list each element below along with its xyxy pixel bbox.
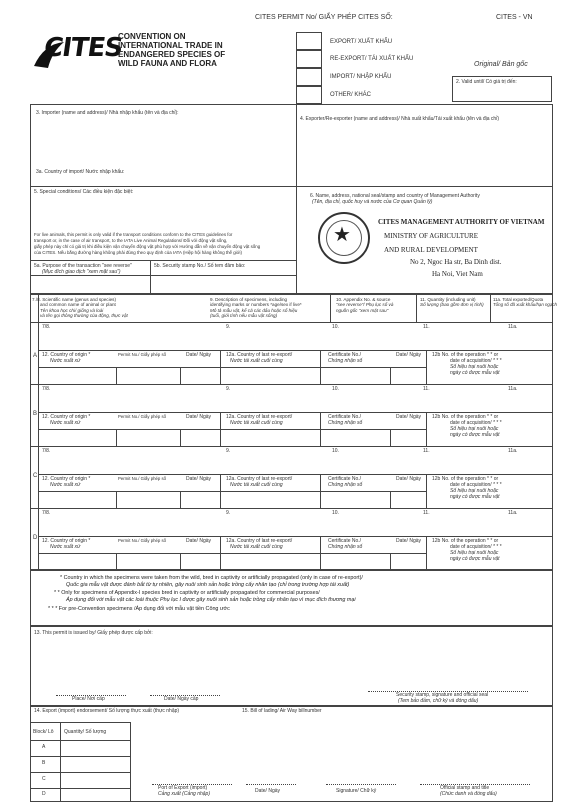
original-label: Original/ Bản gốc <box>474 61 528 68</box>
last-reexport-label: 12a. Country of last re-export/ <box>226 414 293 420</box>
row-appendix: 10. <box>332 448 339 454</box>
last-reexport-label: 12a. Country of last re-export/ <box>226 476 293 482</box>
row-total: 11a. <box>508 324 518 330</box>
origin-label-vi: Nước xuất xứ <box>50 544 81 550</box>
endorsement-date-label: Date/ Ngày <box>255 788 281 794</box>
live-animals-note: giấy phép này chỉ có giá trị khi điều kiện vận chuyển động vật phù hợp với Hướng dẫn về vận chuyển động vật sống <box>34 244 261 249</box>
block-letter: B <box>33 411 38 417</box>
convention-title <box>118 32 225 68</box>
col-header-scientific-name: 7./8. Scientific name (genus and species) <box>32 297 117 302</box>
export-checkbox[interactable] <box>296 32 322 50</box>
seal-label-vi: (Tem bảo đảm, chữ ký và đóng dấu) <box>398 698 479 704</box>
col-header-total-vi: Tổng số đã xuất khẩu/hạn ngạch <box>493 302 557 307</box>
purpose-label: 5a. Purpose of the transaction "see reverse" <box>34 263 132 269</box>
stamp-line: No 2, Ngoc Ha str, Ba Dinh dist. <box>410 258 502 266</box>
last-reexport-label-vi: Nước tái xuất cuối cùng <box>230 420 283 426</box>
operation-label: date of acquisition/ * * * <box>450 420 502 426</box>
col-header-scientific-name: and common name of animal or plant <box>40 302 116 307</box>
reexport-checkbox[interactable] <box>296 50 322 68</box>
origin-label-vi: Nước xuất xứ <box>50 482 81 488</box>
operation-label-vi: ngày có được mẫu vật <box>450 432 500 438</box>
quantity-header: Quantity/ Số lượng <box>64 729 107 735</box>
row-scientific: 7/8. <box>42 448 51 454</box>
col-header-appendix: 10. Appendix No. & source <box>336 297 391 302</box>
title-line: INTERNATIONAL TRADE IN <box>118 41 223 50</box>
operation-label-vi: Số hiệu trại nuôi hoặc <box>450 364 499 370</box>
endorsement-row-label: D <box>42 791 46 797</box>
quantity-input-b[interactable] <box>61 757 129 771</box>
note-line: * * Only for specimens of Appendix-I species bred in captivity or artificially propagated for commercial purposes/ <box>54 590 320 596</box>
block-b <box>30 384 553 446</box>
quantity-input-a[interactable] <box>61 741 129 755</box>
col-header-appendix: "see reverse"/ Phụ lục số và <box>336 302 394 307</box>
certificate-label-vi: Chứng nhận số <box>328 358 363 364</box>
endorsement-table <box>30 722 130 802</box>
note-line: * Country in which the specimens were taken from the wild, bred in captivity or artificially propagated (only in case of re-export)/ <box>60 575 363 581</box>
endorsement-row-label: B <box>42 760 46 766</box>
date-label: Date/ Ngày <box>186 476 212 482</box>
operation-label: 12b No. of the operation * * or <box>432 414 499 420</box>
row-quantity: 11. <box>423 448 430 454</box>
stamp-line: MINISTRY OF AGRICULTURE <box>384 232 478 240</box>
stamp-line: AND RURAL DEVELOPMENT <box>384 246 478 254</box>
operation-label: date of acquisition/ * * * <box>450 482 502 488</box>
date-label: Date/ Ngày <box>186 538 212 544</box>
place-label: Place/ Nơi cấp <box>72 696 105 702</box>
title-line: ENDANGERED SPECIES OF <box>118 50 226 59</box>
last-reexport-label-vi: Nước tái xuất cuối cùng <box>230 482 283 488</box>
date-label: Date/ Ngày <box>396 538 422 544</box>
row-scientific: 7/8. <box>42 386 51 392</box>
operation-label: 12b No. of the operation * * or <box>432 352 499 358</box>
last-reexport-label: 12a. Country of last re-export/ <box>226 538 293 544</box>
block-d <box>30 508 553 570</box>
row-quantity: 11. <box>423 386 430 392</box>
row-description: 9. <box>226 510 231 516</box>
note-line: Áp dụng đối với mẫu vật các loài thuộc Phụ lục I được gây nuôi sinh sản hoặc trồng cấy nhân tạo vì mục đích thương mại <box>66 597 356 603</box>
country-code: CITES - VN <box>496 14 533 21</box>
col-header-quantity-vi: Số lượng (bao gồm đơn vị tính) <box>420 302 484 307</box>
operation-label-vi: ngày có được mẫu vật <box>450 556 500 562</box>
col-header-quantity: 11. Quantity (including unit) <box>420 297 476 302</box>
origin-label: 12. Country of origin * <box>42 414 91 420</box>
col-header-scientific-name-vi: và tên gọi thông thường của động, thực vật <box>40 313 128 318</box>
exporter-label: 4. Exporter/Re-exporter (name and address)/ Nhà xuất khẩu/Tái xuất khẩu (tên và địa chỉ) <box>300 116 499 122</box>
certificate-label: Certificate No./ <box>328 476 362 482</box>
operation-label: date of acquisition/ * * * <box>450 544 502 550</box>
date-label: Date/ Ngày <box>186 414 212 420</box>
origin-label: 12. Country of origin * <box>42 476 91 482</box>
block-letter: D <box>33 535 38 541</box>
valid-until-label: 2. Valid until/ Có giá trị đến: <box>456 79 517 85</box>
logo-text: CITES <box>42 33 125 63</box>
other-checkbox[interactable] <box>296 86 322 104</box>
col-header-description-vi: (tuổi, giới tính nếu mẫu vật sống) <box>210 313 278 318</box>
block-header: Block/ Lô <box>33 729 54 735</box>
origin-label: 12. Country of origin * <box>42 352 91 358</box>
certificate-label-vi: Chứng nhận số <box>328 482 363 488</box>
origin-label-vi: Nước xuất xứ <box>50 420 81 426</box>
date-label: Date/ Ngày <box>396 476 422 482</box>
last-reexport-label-vi: Nước tái xuất cuối cùng <box>230 358 283 364</box>
operation-label-vi: ngày có được mẫu vật <box>450 494 500 500</box>
permit-no-label: Permit No./ Giấy phép số <box>118 352 167 357</box>
live-animals-note: For live animals, this permit is only valid if the transport conditions conform to the CITES guidelines for <box>34 232 233 237</box>
col-header-description-vi: Mô tả mẫu vật, kể cả các dấu hoặc số hiệu <box>210 308 298 313</box>
row-total: 11a. <box>508 510 518 516</box>
date-label: Date/ Ngày <box>186 352 212 358</box>
block-a <box>30 322 553 384</box>
official-stamp-label-vi: (Chức danh và đóng dấu) <box>440 791 497 797</box>
col-header-description: identifying marks or numbers *age/sex if live* <box>210 302 302 307</box>
note-line: * * * For pre-Convention specimens /Áp dụng đối với mẫu vật tiền Công ước <box>48 606 230 612</box>
live-animals-note: của CITES. Nếu bằng đường hàng không phải đúng theo quy định của IATA (Hiệp hội hàng không thế giới) <box>34 250 242 255</box>
export-label: EXPORT/ XUẤT KHẨU <box>330 39 393 45</box>
row-description: 9. <box>226 324 231 330</box>
note-line: Quốc gia mẫu vật được đánh bắt từ tự nhiên, gây nuôi sinh sản hoặc trồng cấy nhân tạo (chỉ trong trường hợp tái xuất) <box>66 582 350 588</box>
last-reexport-label-vi: Nước tái xuất cuối cùng <box>230 544 283 550</box>
star-icon: ★ <box>333 224 351 246</box>
endorsement-row-label: A <box>42 744 46 750</box>
operation-label-vi: ngày có được mẫu vật <box>450 370 500 376</box>
issued-by-label: 13. This permit is issued by/ Giấy phép được cấp bởi: <box>34 630 153 636</box>
origin-label: 12. Country of origin * <box>42 538 91 544</box>
origin-label-vi: Nước xuất xứ <box>50 358 81 364</box>
title-line: CONVENTION ON <box>118 32 186 41</box>
operation-label: 12b No. of the operation * * or <box>432 476 499 482</box>
quantity-input-d[interactable] <box>61 789 129 801</box>
block-c <box>30 446 553 508</box>
port-label: Port of Export (import) <box>158 785 208 791</box>
certificate-label-vi: Chứng nhận số <box>328 420 363 426</box>
certificate-label: Certificate No./ <box>328 538 362 544</box>
row-quantity: 11. <box>423 324 430 330</box>
permit-no-label: Permit No./ Giấy phép số <box>118 476 167 481</box>
row-quantity: 11. <box>423 510 430 516</box>
official-stamp-label: Official stamp and title <box>440 785 490 791</box>
special-conditions-label: 5. Special conditions/ Các điều kiện đặc biệt: <box>34 189 134 195</box>
col-header-appendix-vi: nguồn gốc "xem mặt sau" <box>336 308 389 313</box>
signature-label: Signature/ Chữ ký <box>336 788 377 794</box>
block-letter: A <box>33 353 38 359</box>
import-checkbox[interactable] <box>296 68 322 86</box>
row-total: 11a. <box>508 448 518 454</box>
permit-no-label: Permit No./ Giấy phép số <box>118 538 167 543</box>
row-appendix: 10. <box>332 386 339 392</box>
importer-label: 3. Importer (name and address)/ Nhà nhập khẩu (tên và địa chỉ): <box>36 110 179 116</box>
permit-no-label: Permit No./ Giấy phép số <box>118 414 167 419</box>
certificate-label-vi: Chứng nhận số <box>328 544 363 550</box>
row-appendix: 10. <box>332 510 339 516</box>
issue-date-label: Date/ Ngày cấp <box>164 696 199 702</box>
other-label: OTHER/ KHÁC <box>330 92 372 98</box>
reexport-label: RE-EXPORT/ TÁI XUẤT KHẨU <box>330 56 414 62</box>
permit-number-label: CITES PERMIT No/ GIẤY PHÉP CITES SỐ: <box>255 14 393 21</box>
stamp-line: CITES MANAGEMENT AUTHORITY OF VIETNAM <box>378 218 545 226</box>
quantity-input-c[interactable] <box>61 773 129 787</box>
operation-label-vi: Số hiệu trại nuôi hoặc <box>450 426 499 432</box>
row-description: 9. <box>226 386 231 392</box>
date-label: Date/ Ngày <box>396 414 422 420</box>
endorsement-row-label: C <box>42 776 46 782</box>
col-header-scientific-name-vi: Tên khoa học chi/ giống và loài <box>40 308 104 313</box>
purpose-label-vi: (Mục đích giao dịch "xem mặt sau") <box>42 269 121 275</box>
authority-label-vi: (Tên, địa chỉ, quốc huy và nước của Cơ quan Quản lý) <box>312 199 433 205</box>
col-header-description: 9. Description of specimens, including <box>210 297 288 302</box>
operation-label-vi: Số hiệu trại nuôi hoặc <box>450 550 499 556</box>
certificate-label: Certificate No./ <box>328 352 362 358</box>
authority-label: 6. Name, address, national seal/stamp and country of Management Authority <box>310 193 480 199</box>
country-import-label: 3a. Country of import/ Nước nhập khẩu: <box>36 169 125 175</box>
live-animals-note: transport or, in the case of air transport, to the IATA Live Animal Regulations/ Đối với động vật sống, <box>34 238 228 243</box>
import-label: IMPORT/ NHẬP KHẨU <box>330 74 392 80</box>
row-total: 11a. <box>508 386 518 392</box>
row-description: 9. <box>226 448 231 454</box>
block-letter: C <box>33 473 38 479</box>
date-label: Date/ Ngày <box>396 352 422 358</box>
endorsement-label: 14. Export (import) endorsement/ Số lượng thực xuất (thực nhập) <box>34 708 180 714</box>
operation-label: 12b No. of the operation * * or <box>432 538 499 544</box>
row-scientific: 7/8. <box>42 510 51 516</box>
operation-label-vi: Số hiệu trại nuôi hoặc <box>450 488 499 494</box>
col-header-total: 11a. Total exported/Quota <box>493 297 544 302</box>
stamp-line: Ha Noi, Viet Nam <box>432 270 483 278</box>
row-scientific: 7/8. <box>42 324 51 330</box>
bill-of-lading-label: 15. Bill of lading/ Air Way billnumber <box>242 708 322 714</box>
security-stamp-label: 5b. Security stamp No./ Số tem đảm bảo: <box>154 263 246 269</box>
port-label-vi: Cảng xuất (Cảng nhập) <box>158 791 210 797</box>
row-appendix: 10. <box>332 324 339 330</box>
title-line: WILD FAUNA AND FLORA <box>118 59 217 68</box>
seal-label: Security stamp, signature and official seal <box>396 692 489 698</box>
certificate-label: Certificate No./ <box>328 414 362 420</box>
operation-label: date of acquisition/ * * * <box>450 358 502 364</box>
last-reexport-label: 12a. Country of last re-export/ <box>226 352 293 358</box>
